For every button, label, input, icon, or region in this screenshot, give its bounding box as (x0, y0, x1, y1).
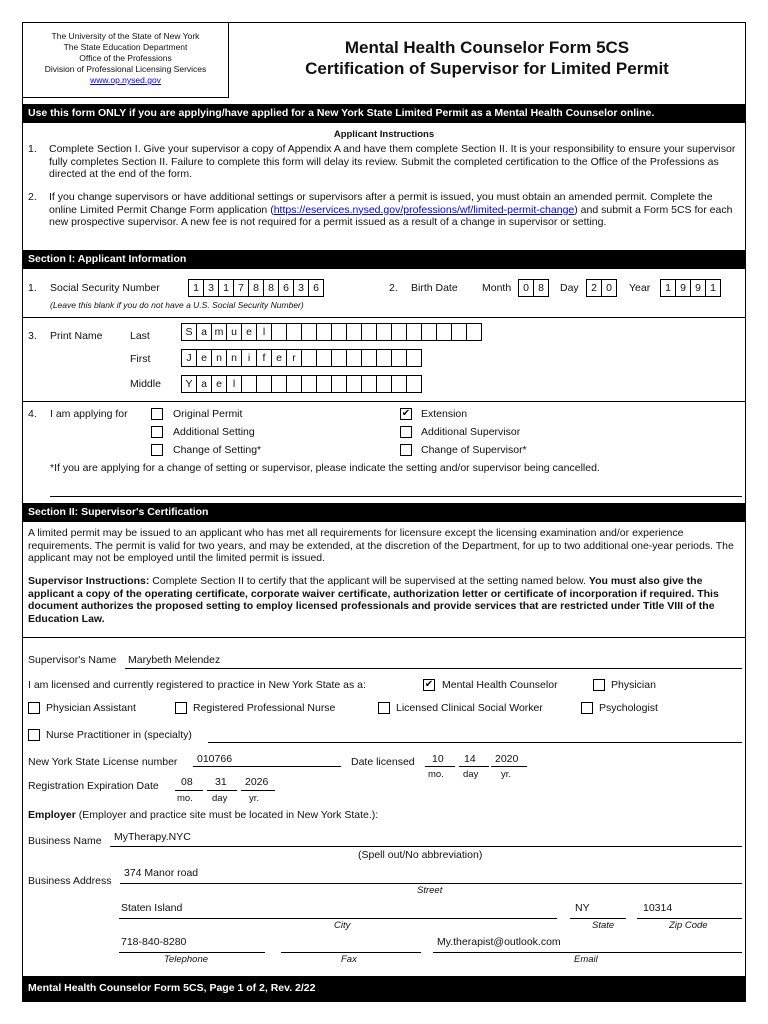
rpn-label: Registered Professional Nurse (193, 702, 336, 714)
char-box[interactable] (361, 349, 377, 367)
char-box[interactable] (421, 323, 437, 341)
footer-bar: Mental Health Counselor Form 5CS, Page 1 of 2, Rev. 2/22 (23, 976, 745, 1002)
date-line (491, 766, 527, 767)
supervisor-name-line (125, 668, 742, 669)
reg-exp-label: Registration Expiration Date (28, 780, 159, 792)
original-permit-checkbox[interactable] (151, 408, 163, 420)
section2-intro: A limited permit may be issued to an applicant who has met all requirements for licensure except the licensing examination and/or experience requirements. The permit is valid for two years, and may be extended, at the discretion of the Department, for up to two additional one-year periods. The applicant may not be employed until the limited permit is issued. (28, 527, 734, 565)
original-permit-label: Original Permit (173, 408, 243, 420)
item-number: 2. (389, 282, 398, 294)
license-number-line (193, 766, 341, 767)
char-box[interactable]: a (196, 375, 212, 393)
org-line: Office of the Professions (79, 53, 172, 63)
licensed-as-label: I am licensed and currently registered to practice in New York State as a: (28, 679, 366, 691)
char-box[interactable] (346, 323, 362, 341)
char-box[interactable] (361, 375, 377, 393)
additional-supervisor-checkbox[interactable] (400, 426, 412, 438)
char-box[interactable]: 8 (248, 279, 264, 297)
char-box[interactable] (301, 349, 317, 367)
fax-caption: Fax (341, 954, 357, 965)
applying-for-label: I am applying for (50, 408, 128, 420)
date-line (459, 766, 489, 767)
physician-assistant-label: Physician Assistant (46, 702, 136, 714)
psychologist-checkbox[interactable] (581, 702, 593, 714)
ssn-boxes[interactable] (188, 279, 323, 297)
business-address-label: Business Address (28, 875, 112, 887)
business-name-label: Business Name (28, 835, 102, 847)
char-box[interactable]: 1 (660, 279, 676, 297)
item-number: 1. (28, 282, 37, 294)
divider (23, 401, 745, 402)
street-line (120, 883, 742, 884)
char-box[interactable]: 3 (293, 279, 309, 297)
char-box[interactable] (271, 375, 287, 393)
lcsw-label: Licensed Clinical Social Worker (396, 702, 543, 714)
char-box[interactable]: e (211, 375, 227, 393)
email-value[interactable]: My.therapist@outlook.com (437, 936, 561, 948)
divider (23, 637, 745, 638)
email-line (433, 952, 742, 953)
yr-caption: yr. (249, 793, 260, 804)
website-link[interactable]: www.op.nysed.gov (90, 75, 161, 85)
org-line: Division of Professional Licensing Services (44, 64, 207, 74)
mhc-label: Mental Health Counselor (442, 679, 558, 691)
char-box[interactable] (301, 323, 317, 341)
physician-assistant-checkbox[interactable] (28, 702, 40, 714)
item-number: 2. (28, 191, 37, 203)
mo-caption: mo. (428, 769, 444, 780)
char-box[interactable] (346, 375, 362, 393)
char-box[interactable]: 1 (705, 279, 721, 297)
business-name-line (110, 846, 742, 847)
instruction-1: Complete Section I. Give your supervisor a copy of Appendix A and have them complete Section II. It is your responsibility to ensure your supervisor fully completes Section II. Failure to complete this form will delay its review. Submit the completed certification to the Office of the Professions as directed at the end of the form. (49, 143, 736, 181)
reg-exp-mo[interactable]: 08 (181, 776, 193, 788)
agency-block (23, 23, 229, 98)
char-box[interactable] (286, 323, 302, 341)
char-box[interactable]: i (241, 349, 257, 367)
instruction-2: If you change supervisors or have additional settings or supervisors after a permit is issued, you must obtain an amended permit. Complete the online Limited Permit Change Form application (https://eservices.nysed.gov/professions/wf/limited-permit-change) and submit a Form 5CS for each new prospective supervisor. A new fee is not required for a permit issued as a result of a change in supervisor or setting. (49, 191, 733, 229)
month-boxes[interactable] (518, 279, 548, 297)
char-box[interactable]: e (196, 349, 212, 367)
divider (23, 317, 745, 318)
last-label: Last (130, 330, 150, 342)
reg-exp-yr[interactable]: 2026 (245, 776, 269, 788)
extension-checkbox[interactable]: ✔ (401, 408, 411, 419)
date-line (207, 790, 237, 791)
state-line (570, 918, 626, 919)
char-box[interactable] (376, 349, 392, 367)
birth-date-label: Birth Date (411, 282, 458, 294)
zip-value[interactable]: 10314 (643, 902, 673, 914)
char-box[interactable] (301, 375, 317, 393)
char-box[interactable]: J (181, 349, 197, 367)
license-number-label: New York State License number (28, 756, 178, 768)
char-box[interactable]: Y (181, 375, 197, 393)
char-box[interactable]: 9 (690, 279, 706, 297)
char-box[interactable] (391, 323, 407, 341)
char-box[interactable]: 7 (233, 279, 249, 297)
street-caption: Street (417, 885, 443, 896)
lcsw-checkbox[interactable] (378, 702, 390, 714)
date-licensed-day[interactable]: 14 (464, 753, 476, 765)
char-box[interactable]: m (211, 323, 227, 341)
change-setting-checkbox[interactable] (151, 444, 163, 456)
char-box[interactable] (391, 349, 407, 367)
char-box[interactable]: a (196, 323, 212, 341)
char-box[interactable]: 2 (586, 279, 602, 297)
day-caption: day (212, 793, 228, 804)
char-box[interactable] (316, 375, 332, 393)
change-note: *If you are applying for a change of setting or supervisor, please indicate the setting and/or supervisor being cancelled. (50, 462, 600, 474)
rpn-checkbox[interactable] (175, 702, 187, 714)
supervisor-name-value[interactable]: Marybeth Melendez (128, 654, 221, 666)
date-line (241, 790, 275, 791)
date-licensed-mo[interactable]: 10 (432, 753, 444, 765)
business-name-value[interactable]: MyTherapy.NYC (114, 831, 191, 843)
char-box[interactable]: 0 (518, 279, 534, 297)
city-value[interactable]: Staten Island (121, 902, 183, 914)
print-name-label: Print Name (50, 330, 103, 342)
cancelled-setting-line[interactable] (50, 496, 742, 497)
physician-checkbox[interactable] (593, 679, 605, 691)
char-box[interactable] (391, 375, 407, 393)
char-box[interactable]: f (256, 349, 272, 367)
item-number: 3. (28, 330, 37, 342)
telephone-caption: Telephone (164, 954, 209, 965)
char-box[interactable] (286, 375, 302, 393)
item-number: 4. (28, 408, 37, 420)
form-page (22, 22, 746, 1002)
state-value[interactable]: NY (575, 902, 590, 914)
yr-caption: yr. (501, 769, 512, 780)
mhc-checkbox[interactable]: ✔ (424, 679, 434, 690)
char-box[interactable]: S (181, 323, 197, 341)
char-box[interactable] (466, 323, 482, 341)
char-box[interactable]: 8 (533, 279, 549, 297)
char-box[interactable] (406, 375, 422, 393)
char-box[interactable]: 3 (203, 279, 219, 297)
char-box[interactable] (376, 375, 392, 393)
day-boxes[interactable] (586, 279, 616, 297)
zip-caption: Zip Code (669, 920, 708, 931)
char-box[interactable]: n (211, 349, 227, 367)
org-line: The State Education Department (63, 42, 188, 52)
day-label: Day (560, 282, 579, 294)
char-box[interactable]: r (286, 349, 302, 367)
zip-line (637, 918, 742, 919)
char-box[interactable] (241, 375, 257, 393)
spell-out-caption: (Spell out/No abbreviation) (358, 849, 483, 861)
char-box[interactable] (451, 323, 467, 341)
char-box[interactable]: n (226, 349, 242, 367)
char-box[interactable] (361, 323, 377, 341)
title-line-2: Certification of Supervisor for Limited Permit (305, 59, 669, 78)
np-specialty-line[interactable] (208, 742, 742, 743)
char-box[interactable] (256, 375, 272, 393)
char-box[interactable] (271, 323, 287, 341)
year-label: Year (629, 282, 651, 294)
psychologist-label: Psychologist (599, 702, 658, 714)
item-number: 1. (28, 143, 37, 155)
char-box[interactable] (331, 349, 347, 367)
date-line (425, 766, 455, 767)
np-checkbox[interactable] (28, 729, 40, 741)
mo-caption: mo. (177, 793, 193, 804)
char-box[interactable]: 1 (188, 279, 204, 297)
char-box[interactable] (406, 323, 422, 341)
first-name-boxes[interactable] (181, 349, 421, 367)
change-setting-label: Change of Setting* (173, 444, 262, 456)
char-box[interactable] (316, 323, 332, 341)
notice-bar: Use this form ONLY if you are applying/have applied for a New York State Limited Permit as a Mental Health Counselor online. (23, 104, 745, 123)
char-box[interactable] (406, 349, 422, 367)
char-box[interactable] (331, 375, 347, 393)
char-box[interactable]: e (271, 349, 287, 367)
year-boxes[interactable] (660, 279, 720, 297)
char-box[interactable]: u (226, 323, 242, 341)
city-caption: City (334, 920, 351, 931)
section2-bar: Section II: Supervisor's Certification (23, 503, 745, 522)
ssn-label: Social Security Number (50, 282, 160, 294)
char-box[interactable] (331, 323, 347, 341)
char-box[interactable] (346, 349, 362, 367)
reg-exp-day[interactable]: 31 (215, 776, 227, 788)
char-box[interactable]: 6 (308, 279, 324, 297)
change-supervisor-label: Change of Supervisor* (421, 444, 527, 456)
np-label: Nurse Practitioner in (specialty) (46, 729, 192, 741)
license-number-value[interactable]: 010766 (197, 753, 233, 765)
physician-label: Physician (611, 679, 656, 691)
telephone-value[interactable]: 718-840-8280 (121, 936, 187, 948)
char-box[interactable]: 9 (675, 279, 691, 297)
change-supervisor-checkbox[interactable] (400, 444, 412, 456)
char-box[interactable]: 8 (263, 279, 279, 297)
char-box[interactable] (316, 349, 332, 367)
extension-label: Extension (421, 408, 468, 420)
email-caption: Email (574, 954, 598, 965)
day-caption: day (463, 769, 479, 780)
char-box[interactable] (436, 323, 452, 341)
char-box[interactable]: 0 (601, 279, 617, 297)
additional-supervisor-label: Additional Supervisor (421, 426, 521, 438)
org-line: The University of the State of New York (51, 31, 200, 41)
date-licensed-yr[interactable]: 2020 (495, 753, 519, 765)
month-label: Month (482, 282, 512, 294)
middle-name-boxes[interactable] (181, 375, 421, 393)
street-value[interactable]: 374 Manor road (124, 867, 199, 879)
char-box[interactable]: l (256, 323, 272, 341)
char-box[interactable] (376, 323, 392, 341)
middle-label: Middle (130, 378, 161, 390)
telephone-line (119, 952, 265, 953)
employer-heading: Employer (Employer and practice site must be located in New York State.): (28, 809, 379, 821)
instructions-heading: Applicant Instructions (333, 129, 435, 140)
city-line (119, 918, 557, 919)
fax-line (281, 952, 421, 953)
ssn-note: (Leave this blank if you do not have a U.S. Social Security Number) (50, 300, 304, 310)
form-title (229, 37, 745, 79)
section1-bar: Section I: Applicant Information (23, 250, 745, 269)
supervisor-instructions: Supervisor Instructions: Complete Section II to certify that the applicant will be supervised at the setting named below. You must also give the applicant a copy of the operating certificate, corporate waiver certificate, authorization letter or certificate of incorporation if required. This document authorizes the proposed setting to employ licensed professionals and provide services that are restricted under Title VIII of the Education Law. (28, 575, 719, 625)
char-box[interactable]: e (241, 323, 257, 341)
date-licensed-label: Date licensed (351, 756, 415, 768)
state-caption: State (592, 920, 615, 931)
additional-setting-label: Additional Setting (173, 426, 255, 438)
first-label: First (130, 353, 151, 365)
change-form-link[interactable]: https://eservices.nysed.gov/professions/wf/limited-permit-change (273, 203, 575, 216)
date-line (175, 790, 203, 791)
supervisor-name-label: Supervisor's Name (28, 654, 117, 666)
last-name-boxes[interactable] (181, 323, 481, 341)
title-line-1: Mental Health Counselor Form 5CS (344, 38, 630, 57)
char-box[interactable]: 6 (278, 279, 294, 297)
additional-setting-checkbox[interactable] (151, 426, 163, 438)
char-box[interactable]: 1 (218, 279, 234, 297)
char-box[interactable]: l (226, 375, 242, 393)
